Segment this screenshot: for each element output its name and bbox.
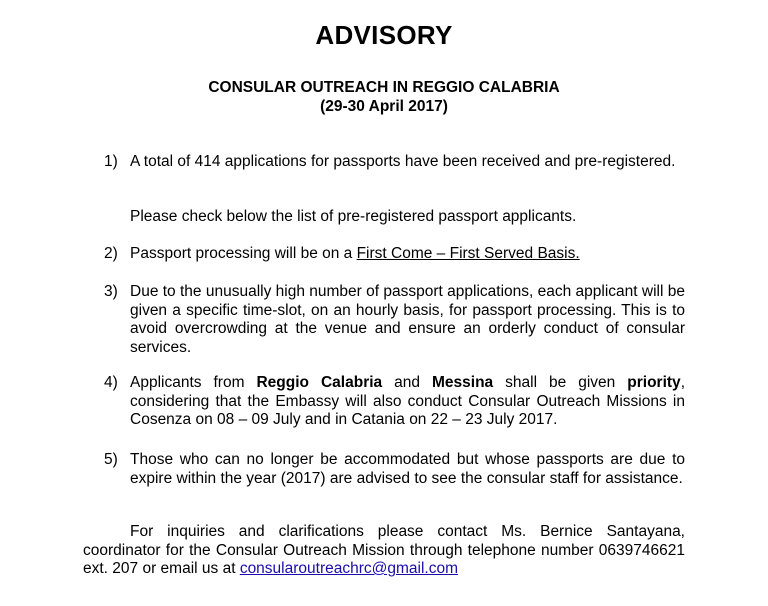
list-item-number: 2)	[104, 245, 118, 262]
list-item-number: 5)	[104, 451, 118, 468]
contact-text: For inquiries and clarifications please contact Ms. Bernice Santayana, coordinator for the Consular Outreach Mission through telephone number 0639746621 ext. 207 or email us at	[83, 523, 685, 577]
list-item-text-plain: Passport processing will be on a	[130, 245, 357, 262]
first-come-basis-underlined: First Come – First Served Basis.	[356, 245, 580, 262]
list-item-3	[104, 283, 685, 357]
list-item-text	[130, 374, 685, 430]
subtitle-event: CONSULAR OUTREACH IN REGGIO CALABRIA	[208, 79, 560, 96]
list-item-2	[104, 245, 685, 264]
page-title: ADVISORY	[315, 20, 453, 50]
list-item-1	[104, 153, 685, 172]
list-item-text: Those who can no longer be accommodated but whose passports are due to expire within the year (2017) are advised to see the consular staff for assistance.	[130, 451, 685, 487]
list-item-number: 4)	[104, 374, 118, 391]
priority-bold: priority	[627, 374, 681, 391]
list-item-text: Due to the unusually high number of passport applications, each applicant will be given a specific time-slot, on an hourly basis, for passport processing. This is to avoid overcrowding at the venue and ensure an orderly conduct of consular services.	[130, 283, 685, 356]
subtitle-date: (29-30 April 2017)	[320, 98, 448, 115]
messina-bold: Messina	[432, 374, 494, 391]
subtitle	[0, 78, 768, 116]
list-item-text: A total of 414 applications for passports have been received and pre-registered.	[130, 153, 676, 170]
text-segment: shall be given	[493, 374, 628, 391]
list-item-number: 3)	[104, 283, 118, 300]
list-item-number: 1)	[104, 153, 118, 170]
text-segment: and	[382, 374, 432, 391]
list-item-text	[130, 245, 685, 264]
list-item-5	[104, 451, 685, 488]
email-link[interactable]: consularoutreachrc@gmail.com	[239, 560, 458, 577]
contact-paragraph	[83, 523, 685, 579]
list-item-4	[104, 374, 685, 430]
reggio-calabria-bold: Reggio Calabria	[256, 374, 383, 391]
text-segment: Applicants from	[130, 374, 257, 391]
list-item-1-note: Please check below the list of pre-registered passport applicants.	[130, 208, 577, 225]
text-segment: , considering that the Embassy will also conduct Consular Outreach Missions in Cosenza on 08 – 09 July and in Catania on 22 – 23 July 2017.	[130, 374, 685, 428]
